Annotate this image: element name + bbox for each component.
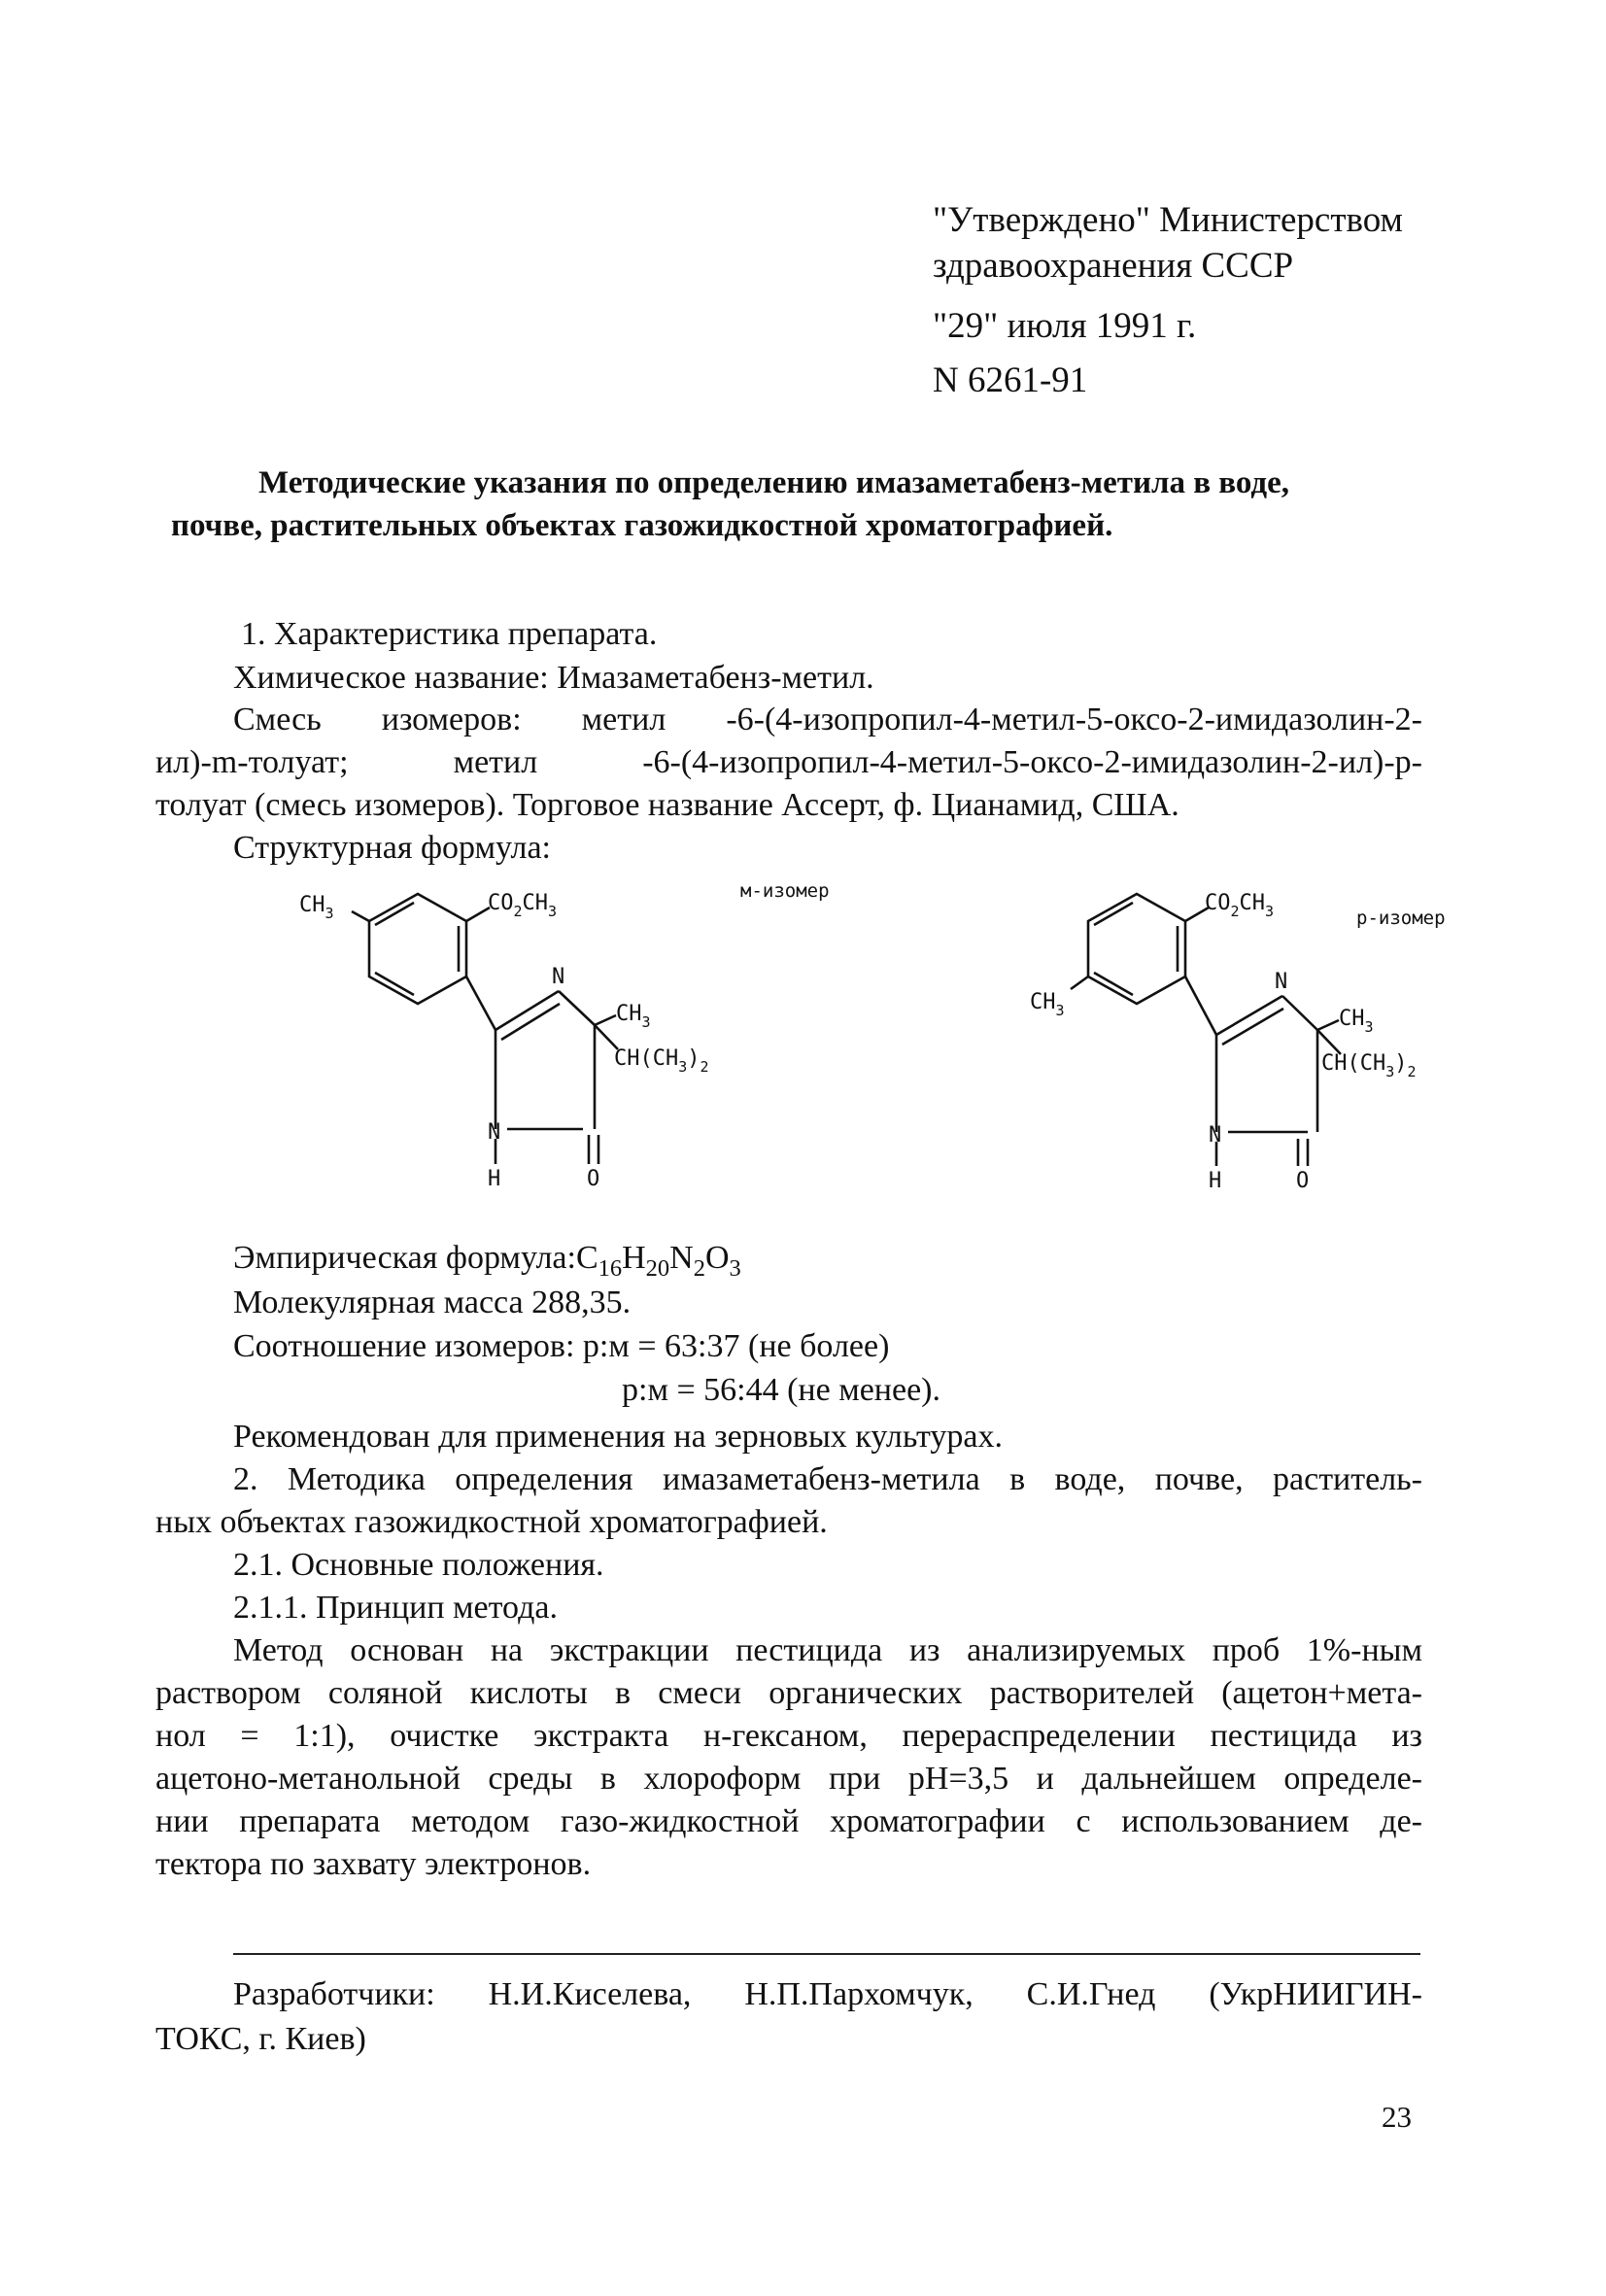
subsection-2-1: 2.1. Основные положения.	[233, 1547, 604, 1583]
p-n-ring-label: N	[1209, 1123, 1222, 1148]
m-methyl-label: $CH_3$	[616, 1002, 651, 1031]
p-isomer-label: р-изомер	[1356, 908, 1446, 929]
chemical-name: Химическое название: Имазаметабенз-метил.	[233, 660, 874, 696]
principle-line-6: тектора по захвату электронов.	[155, 1846, 592, 1882]
section-1-heading: 1. Характеристика препарата.	[241, 616, 658, 652]
approval-line-2: здравоохранения СССР	[933, 246, 1294, 286]
m-isomer-label: м-изомер	[740, 880, 830, 902]
p-isomer-bonds	[1071, 894, 1341, 1166]
recommended-use: Рекомендован для применения на зерновых культурах.	[233, 1419, 1004, 1455]
p-n-top-label: N	[1275, 970, 1288, 994]
isomer-mixture-line-1: Смесь изомеров: метил -6-(4-изопропил-4-метил-5-оксо-2-имидазолин-2-	[233, 702, 1422, 737]
page-number: 23	[1382, 2100, 1412, 2134]
isomer-ratio-max: Соотношение изомеров: р:м = 63:37 (не более)	[233, 1328, 890, 1364]
approval-date: "29" июля 1991 г.	[933, 306, 1197, 346]
principle-line-2: раствором соляной кислоты в смеси органических растворителей (ацетон+мета-	[155, 1675, 1422, 1711]
molar-mass: Молекулярная масса 288,35.	[233, 1285, 632, 1320]
p-methyl-label: $CH_3$	[1339, 1007, 1374, 1036]
m-ester-label: $CO_2CH_3$	[488, 891, 558, 920]
m-o-label: O	[587, 1167, 600, 1191]
p-h-label: H	[1209, 1169, 1222, 1193]
approval-line-1: "Утверждено" Министерством	[933, 200, 1403, 240]
title-line-2: почве, растительных объектах газожидкостной хроматографией.	[171, 508, 1113, 543]
m-n-top-label: N	[552, 965, 565, 989]
m-ring-methyl-label: $CH_3$	[299, 893, 334, 922]
m-isopropyl-label: $CH(CH_3)_2$	[614, 1046, 709, 1076]
subsection-2-1-1: 2.1.1. Принцип метода.	[233, 1590, 558, 1626]
principle-line-1: Метод основан на экстракции пестицида из анализируемых проб 1%-ным	[233, 1632, 1422, 1668]
isomer-mixture-line-3: толуат (смесь изомеров). Торговое название Ассерт, ф. Цианамид, США.	[155, 787, 1179, 823]
p-isopropyl-label: $CH(CH_3)_2$	[1321, 1051, 1417, 1080]
principle-line-5: нии препарата методом газо-жидкостной хроматографии с использованием де-	[155, 1803, 1422, 1839]
principle-line-3: нол = 1:1), очистке экстракта н-гексаном, перераспределении пестицида из	[155, 1718, 1422, 1754]
developers-line-1: Разработчики: Н.И.Киселева, Н.П.Пархомчук, С.И.Гнед (УкрНИИГИН-	[233, 1976, 1422, 2012]
isomer-ratio-min: р:м = 56:44 (не менее).	[622, 1372, 940, 1408]
empirical-formula: Эмпирическая $формула:C_{16}H_{20}N_2O_3$	[233, 1240, 741, 1282]
isomer-mixture-line-2: ил)-m-толуат; метил -6-(4-изопропил-4-метил-5-оксо-2-имидазолин-2-ил)-р-	[155, 744, 1422, 780]
empirical-formula-label: Эмпирическая формула:	[233, 1240, 576, 1276]
p-ring-methyl-label: $CH_3$	[1030, 990, 1065, 1019]
p-o-label: O	[1296, 1169, 1310, 1193]
title-line-1: Методические указания по определению имазаметабенз-метила в воде,	[258, 465, 1290, 500]
m-n-ring-label: N	[488, 1120, 501, 1145]
p-ester-label: $CO_2CH_3$	[1205, 891, 1275, 920]
m-isomer-bonds	[352, 894, 618, 1164]
document-number: N 6261-91	[933, 360, 1088, 400]
section-2-heading-line-2: ных объектах газожидкостной хроматографией.	[155, 1504, 828, 1540]
footnote-rule	[233, 1953, 1420, 1955]
developers-line-2: ТОКС, г. Киев)	[155, 2021, 366, 2057]
m-isomer-structure	[282, 874, 884, 1205]
structural-formula-label: Структурная формула:	[233, 830, 552, 866]
m-h-label: H	[488, 1167, 501, 1191]
principle-line-4: ацетоно-метанольной среды в хлороформ при рН=3,5 и дальнейшем определе-	[155, 1761, 1422, 1797]
section-2-heading-line-1: 2. Методика определения имазаметабенз-метила в воде, почве, раститель-	[233, 1461, 1422, 1497]
